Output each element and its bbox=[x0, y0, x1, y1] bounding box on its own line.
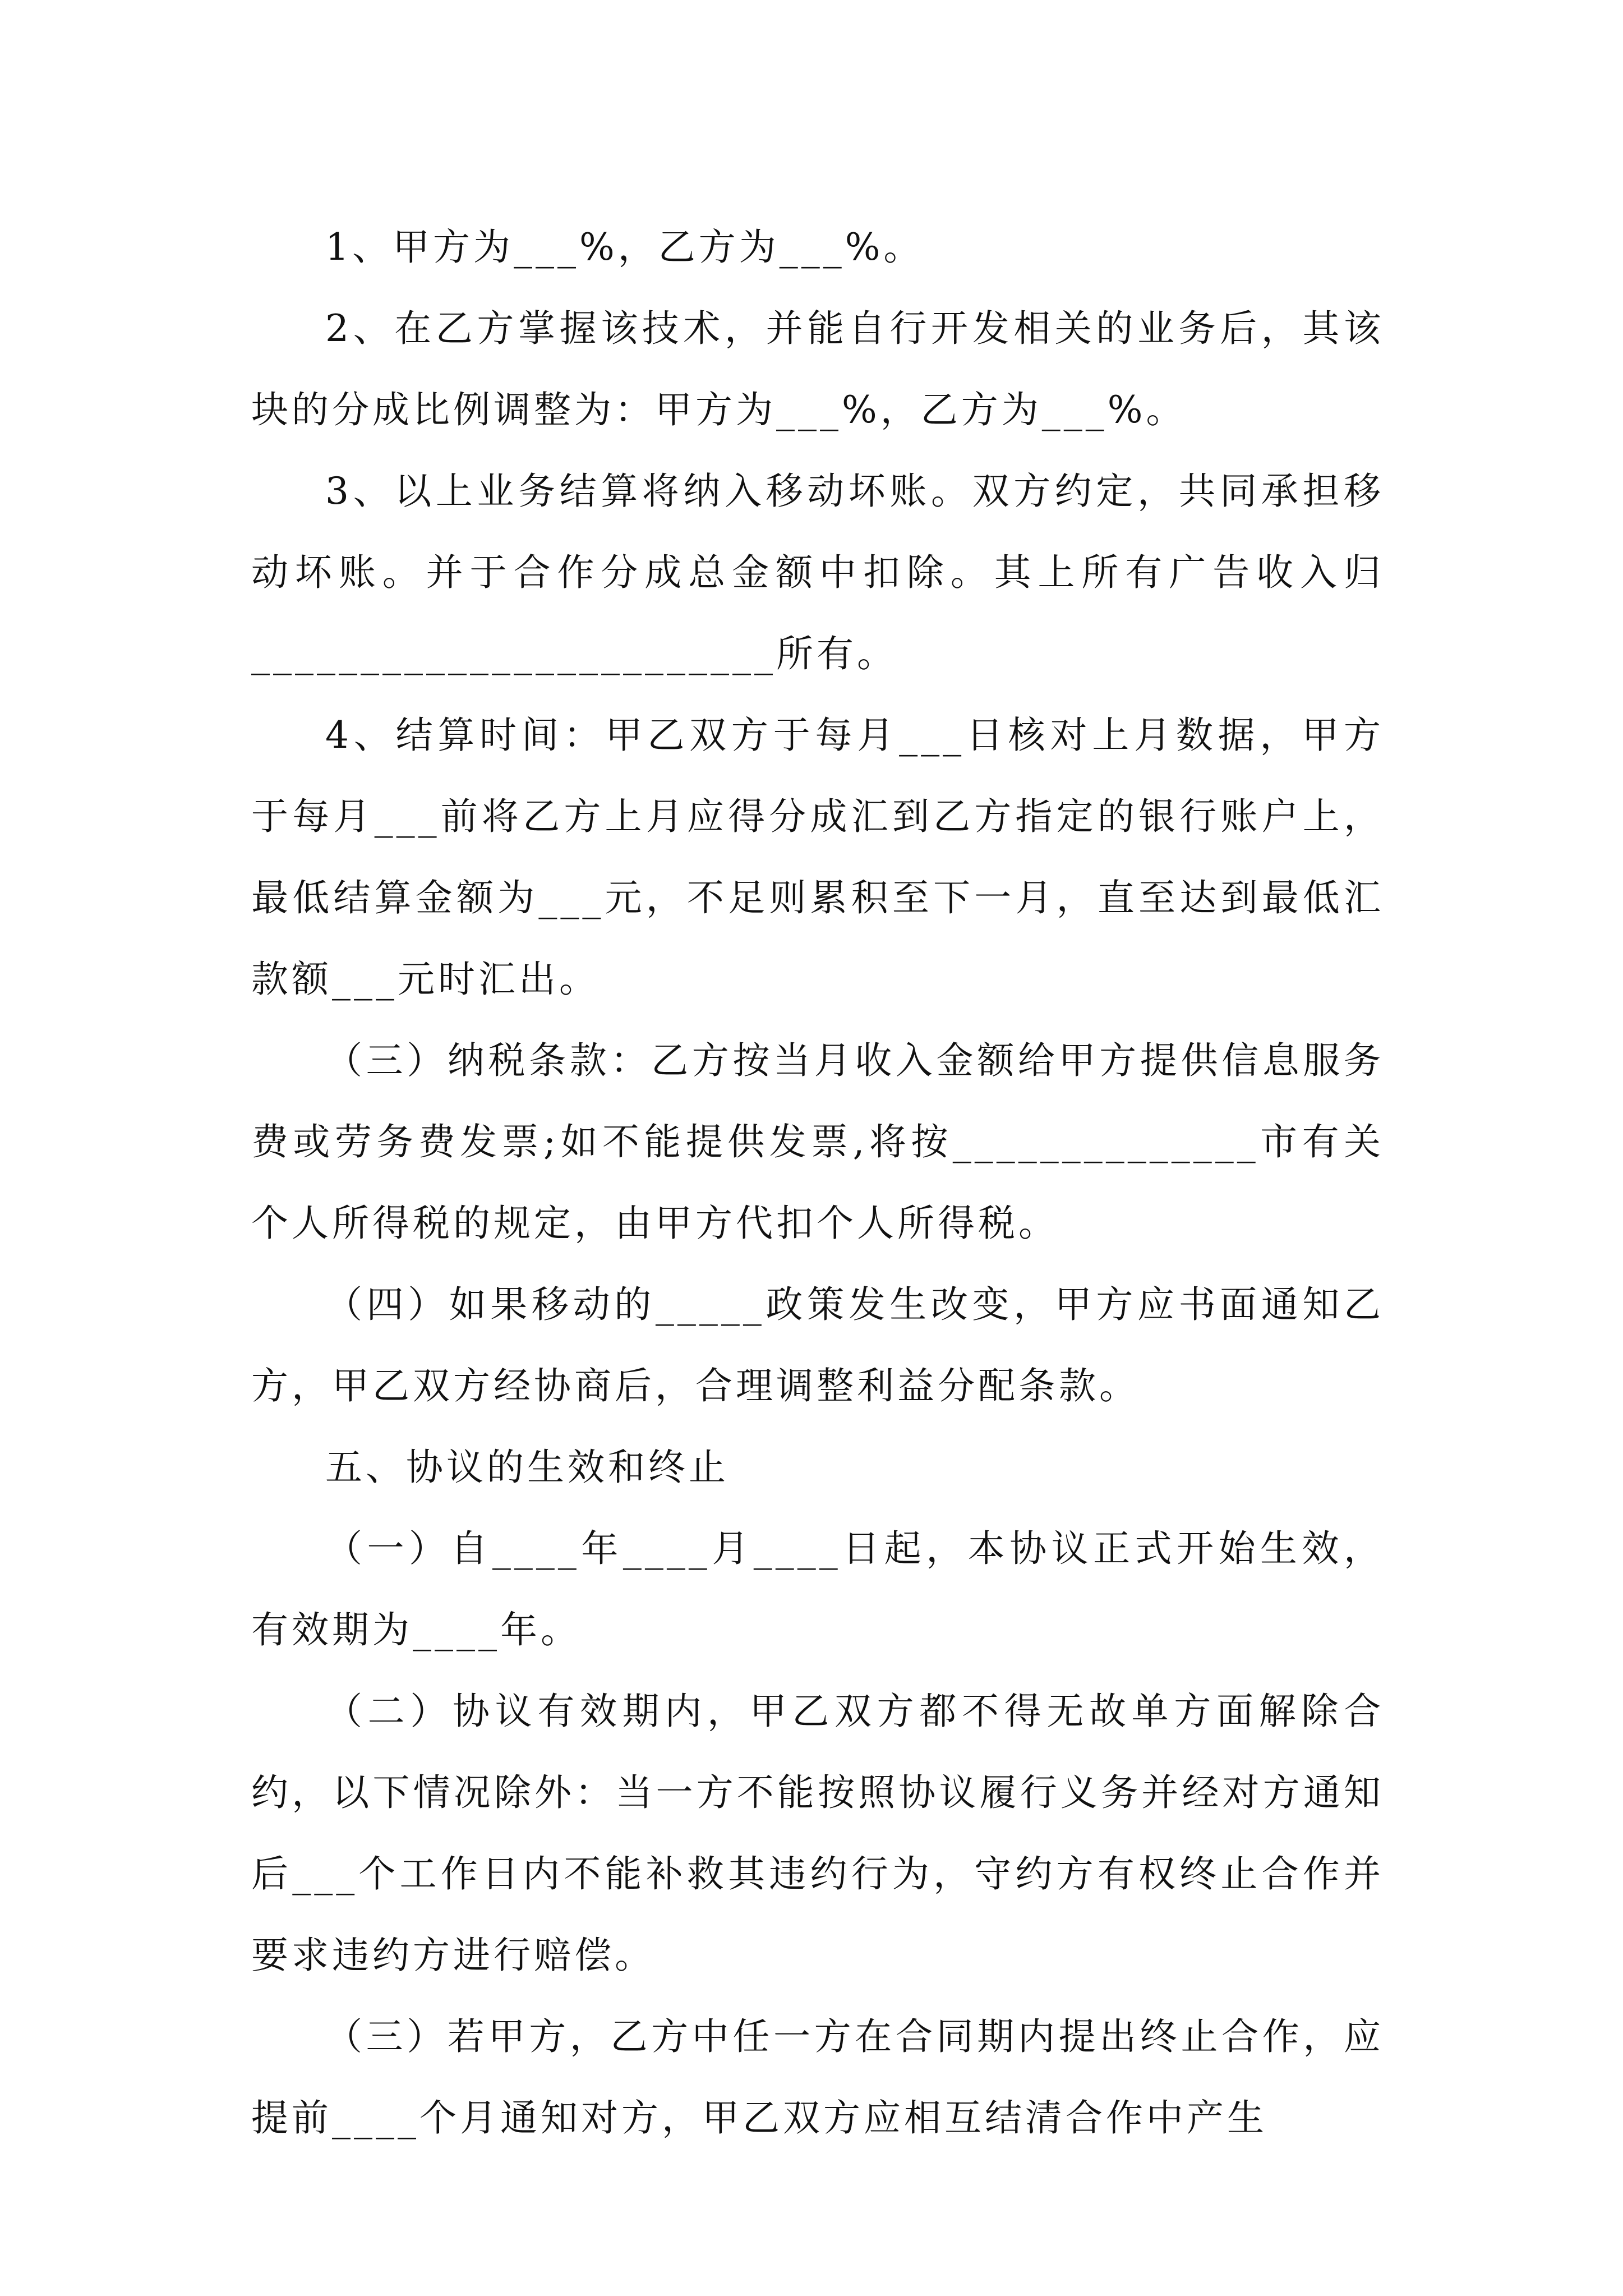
paragraph-settlement-time: 4、结算时间：甲乙双方于每月___日核对上月数据，甲方于每月___前将乙方上月应得分成汇到乙方指定的银行账户上，最低结算金额为___元，不足则累积至下一月，直至达到最低汇款额___元时汇出。 bbox=[251, 714, 1384, 1001]
paragraph-no-termination: （二）协议有效期内，甲乙双方都不得无故单方面解除合约，以下情况除外：当一方不能按照协议履行义务并经对方通知后___个工作日内不能补救其违约行为，守约方有权终止合作并要求违约方进行赔偿。 bbox=[251, 1690, 1384, 1977]
section-heading-effect-termination: 五、协议的生效和终止 bbox=[325, 1446, 729, 1489]
paragraph-early-termination: （三）若甲方，乙方中任一方在合同期内提出终止合作，应提前____个月通知对方，甲乙双方应相互结清合作中产生 bbox=[251, 2015, 1384, 2139]
document-body bbox=[251, 206, 1384, 2159]
paragraph-bad-debt: 3、以上业务结算将纳入移动坏账。双方约定，共同承担移动坏账。并于合作分成总金额中扣除。其上所有广告收入归________________________所有。 bbox=[251, 470, 1384, 675]
paragraph-policy-change: （四）如果移动的_____政策发生改变，甲方应书面通知乙方，甲乙双方经协商后，合理调整利益分配条款。 bbox=[251, 1283, 1384, 1407]
paragraph-tax-clause: （三）纳税条款：乙方按当月收入金额给甲方提供信息服务费或劳务费发票;如不能提供发票,将按______________市有关个人所得税的规定，由甲方代扣个人所得税。 bbox=[251, 1039, 1384, 1245]
paragraph-effective-date: （一）自____年____月____日起，本协议正式开始生效，有效期为____年。 bbox=[251, 1527, 1384, 1651]
paragraph-ratio-adjustment: 2、在乙方掌握该技术，并能自行开发相关的业务后，其该块的分成比例调整为：甲方为___%，乙方为___%。 bbox=[251, 307, 1384, 431]
paragraph-ratio: 1、甲方为___%，乙方为___%。 bbox=[325, 226, 924, 269]
